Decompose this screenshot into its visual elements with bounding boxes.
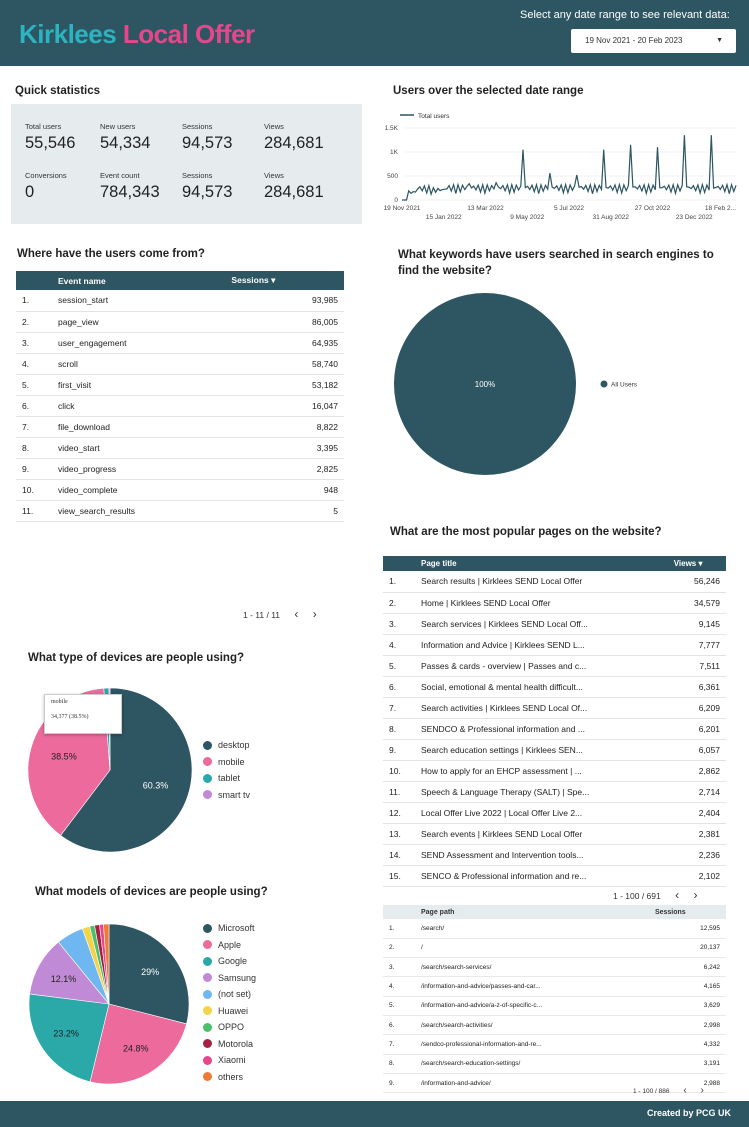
legend-dot: [203, 924, 212, 933]
pie-label: 23.2%: [53, 1028, 79, 1039]
pagination-text: 1 - 100 / 886: [633, 1088, 670, 1095]
table-row[interactable]: [383, 760, 726, 781]
stat-views: [264, 122, 324, 153]
quick-stats-title: Quick statistics: [15, 85, 101, 97]
views-cell: 2,236: [674, 844, 726, 865]
stat-value: 54,334: [100, 134, 151, 152]
row-index: 11.: [383, 781, 421, 802]
table-row[interactable]: [383, 1054, 726, 1073]
sessions-cell: 3,191: [655, 1054, 726, 1073]
row-index: 5.: [383, 655, 421, 676]
table-row[interactable]: [16, 353, 344, 374]
event-name-cell: video_progress: [58, 458, 231, 479]
page-path-cell: /search/search-services/: [421, 958, 655, 977]
footer-bar: [0, 1101, 749, 1127]
table-row[interactable]: [16, 416, 344, 437]
page-title-cell: SENCO & Professional information and re...: [421, 865, 674, 886]
page-path-cell: /information-and-advice/a-z-of-specific-c...: [421, 996, 655, 1015]
table-row[interactable]: [16, 500, 344, 521]
table-header-row: [383, 556, 726, 571]
row-index: 12.: [383, 802, 421, 823]
views-cell: 6,201: [674, 718, 726, 739]
devices-title: What type of devices are people using?: [28, 652, 244, 664]
legend-label: smart tv: [218, 789, 251, 800]
header-page-title[interactable]: Page title: [421, 556, 674, 571]
table-row[interactable]: [383, 592, 726, 613]
row-index: 3.: [383, 958, 421, 977]
legend-label: others: [218, 1071, 244, 1082]
next-page-icon[interactable]: ›: [693, 888, 698, 902]
stat-label: New users: [100, 122, 136, 131]
legend-item[interactable]: [203, 787, 250, 804]
legend-dot: [203, 790, 212, 799]
row-index: 1.: [383, 919, 421, 938]
pagination-text: 1 - 100 / 691: [613, 891, 661, 901]
total-users-series-line: [402, 135, 736, 200]
prev-page-icon[interactable]: ‹: [675, 888, 680, 902]
x-tick-label: 27 Oct 2022: [634, 205, 671, 212]
sessions-cell: 2,998: [655, 1015, 726, 1034]
stat-views-2: [264, 171, 324, 202]
stat-value: 784,343: [100, 183, 160, 201]
page-title-cell: SENDCO & Professional information and ...: [421, 718, 674, 739]
sessions-cell: 3,395: [231, 437, 344, 458]
legend-dot: [203, 774, 212, 783]
x-tick-label: 19 Nov 2021: [383, 205, 421, 212]
page-title-cell: Search events | Kirklees SEND Local Offer: [421, 823, 674, 844]
stat-label: Event count: [100, 171, 140, 180]
page-path-cell: /information-and-advice/passes-and-car...: [421, 977, 655, 996]
legend-label: Apple: [218, 939, 242, 950]
sessions-cell: 3,629: [655, 996, 726, 1015]
row-index: 7.: [16, 416, 58, 437]
date-range-prompt: Select any date range to see relevant data:: [520, 9, 730, 21]
date-range-picker[interactable]: [571, 29, 736, 53]
legend-dot: [203, 973, 212, 982]
views-cell: 6,361: [674, 676, 726, 697]
table-row[interactable]: [16, 311, 344, 332]
legend-item[interactable]: [203, 1019, 256, 1036]
legend-item[interactable]: [203, 986, 256, 1003]
legend-label: Microsoft: [218, 923, 255, 934]
legend-dot: [203, 1006, 212, 1015]
legend-item[interactable]: [203, 937, 256, 954]
row-index: 4.: [383, 977, 421, 996]
views-cell: 7,777: [674, 634, 726, 655]
row-index: 1.: [16, 290, 58, 311]
legend-total-users: Total users: [418, 113, 450, 120]
sessions-cell: 4,165: [655, 977, 726, 996]
legend-dot: [203, 940, 212, 949]
stat-value: 94,573: [182, 183, 233, 201]
table-row[interactable]: [383, 865, 726, 886]
table-row[interactable]: [383, 977, 726, 996]
row-index: 10.: [383, 760, 421, 781]
legend-dot: [203, 1023, 212, 1032]
users-line-chart: [378, 106, 740, 228]
event-name-cell: file_download: [58, 416, 231, 437]
row-index: 6.: [383, 676, 421, 697]
page-title-cell: Information and Advice | Kirklees SEND L...: [421, 634, 674, 655]
row-index: 5.: [383, 996, 421, 1015]
header-bar: [0, 0, 749, 66]
brand-logo: [19, 19, 255, 50]
stat-total-users: [25, 122, 75, 153]
next-page-icon[interactable]: ›: [700, 1085, 704, 1096]
keywords-title: [398, 247, 714, 279]
table-row[interactable]: [383, 676, 726, 697]
stat-event-count: [100, 171, 160, 202]
row-index: 10.: [16, 479, 58, 500]
header-index: [383, 905, 421, 919]
sessions-cell: 58,740: [231, 353, 344, 374]
row-index: 6.: [383, 1015, 421, 1034]
table-row[interactable]: [16, 374, 344, 395]
prev-page-icon[interactable]: ‹: [683, 1085, 687, 1096]
x-tick-label: 23 Dec 2022: [675, 214, 713, 221]
legend-label: Huawei: [218, 1005, 249, 1016]
page-title-cell: Social, emotional & mental health difficult...: [421, 676, 674, 697]
row-index: 2.: [383, 938, 421, 957]
events-pagination: [243, 607, 317, 621]
legend-label: desktop: [218, 740, 250, 751]
sessions-cell: 4,332: [655, 1035, 726, 1054]
table-row[interactable]: [16, 458, 344, 479]
stat-value: 94,573: [182, 134, 233, 152]
stat-sessions: [182, 122, 232, 153]
sessions-cell: 16,047: [231, 395, 344, 416]
stat-value: 55,546: [25, 134, 76, 152]
table-row[interactable]: [383, 802, 726, 823]
row-index: 6.: [16, 395, 58, 416]
tooltip-title: mobile: [51, 699, 68, 705]
table-row[interactable]: [16, 332, 344, 353]
table-row[interactable]: [16, 395, 344, 416]
legend-dot: [203, 741, 212, 750]
brand-name-part2: Local Offer: [122, 19, 255, 49]
page-path-cell: /search/: [421, 919, 655, 938]
row-index: 1.: [383, 571, 421, 592]
legend-label: Xiaomi: [218, 1055, 246, 1066]
row-index: 15.: [383, 865, 421, 886]
sort-desc-icon: ▾: [698, 559, 703, 568]
event-name-cell: user_engagement: [58, 332, 231, 353]
page-title-cell: Local Offer Live 2022 | Local Offer Live 2...: [421, 802, 674, 823]
legend-dot: [203, 990, 212, 999]
sort-desc-icon: ▾: [271, 275, 276, 285]
row-index: 7.: [383, 697, 421, 718]
page-title-cell: Search activities | Kirklees SEND Local Of...: [421, 697, 674, 718]
header-sessions[interactable]: Sessions: [655, 905, 726, 919]
sessions-cell: 8,822: [231, 416, 344, 437]
next-page-icon[interactable]: ›: [312, 607, 317, 621]
views-cell: 9,145: [674, 613, 726, 634]
sessions-cell: 20,137: [655, 938, 726, 957]
page-title-cell: Home | Kirklees SEND Local Offer: [421, 592, 674, 613]
date-range-value: 19 Nov 2021 - 20 Feb 2023: [585, 36, 683, 45]
stat-value: 0: [25, 183, 35, 201]
events-title: Where have the users come from?: [17, 248, 205, 260]
x-tick-label: 9 May 2022: [510, 214, 545, 221]
header-views-label: Views: [673, 559, 697, 568]
header-views[interactable]: [674, 556, 726, 571]
header-event-name[interactable]: Event name: [58, 271, 231, 290]
x-tick-label: 5 Jul 2022: [554, 205, 584, 212]
devices-legend: [203, 737, 250, 803]
page-path-cell: /information-and-advice/: [421, 1073, 655, 1092]
table-row[interactable]: [383, 739, 726, 760]
table-row[interactable]: [383, 718, 726, 739]
event-name-cell: scroll: [58, 353, 231, 374]
legend-item[interactable]: [203, 1069, 256, 1086]
legend-label: Google: [218, 956, 248, 967]
stat-label: Sessions: [182, 122, 213, 131]
table-row[interactable]: [16, 479, 344, 500]
x-tick-label: 18 Feb 2...: [704, 205, 736, 212]
table-header-row: [383, 905, 726, 919]
brand-name-part1: Kirklees: [19, 19, 117, 49]
stat-value: 284,681: [264, 183, 324, 201]
table-row[interactable]: [383, 958, 726, 977]
page-title-cell: Passes & cards - overview | Passes and c...: [421, 655, 674, 676]
legend-all-users: All Users: [611, 381, 638, 389]
views-cell: 2,102: [674, 865, 726, 886]
legend-item[interactable]: [203, 770, 250, 787]
table-row[interactable]: [383, 571, 726, 592]
table-row[interactable]: [16, 290, 344, 311]
row-index: 9.: [383, 1073, 421, 1092]
stat-conversions: [25, 171, 67, 202]
sessions-cell: 948: [231, 479, 344, 500]
page-path-cell: /search/search-activities/: [421, 1015, 655, 1034]
row-index: 8.: [383, 718, 421, 739]
table-row[interactable]: [383, 655, 726, 676]
x-tick-label: 15 Jan 2022: [425, 214, 462, 221]
views-cell: 6,209: [674, 697, 726, 718]
header-index: [383, 556, 421, 571]
legend-item[interactable]: [203, 1003, 256, 1020]
views-cell: 2,714: [674, 781, 726, 802]
views-cell: 34,579: [674, 592, 726, 613]
page-title-cell: SEND Assessment and Intervention tools...: [421, 844, 674, 865]
pie-label: 12.1%: [50, 973, 77, 984]
keywords-title-line1: What keywords have users searched in search engines to: [398, 249, 714, 261]
quick-stats-panel: [11, 104, 362, 224]
sessions-cell: 2,988: [655, 1073, 726, 1092]
y-tick-label: 500: [387, 173, 398, 180]
tooltip-value: 34,377 (38.5%): [51, 714, 89, 720]
page-title-cell: Search education settings | Kirklees SEN...: [421, 739, 674, 760]
table-row[interactable]: [383, 697, 726, 718]
models-legend: [203, 920, 256, 1085]
legend-label: mobile: [218, 756, 245, 767]
views-cell: 7,511: [674, 655, 726, 676]
event-name-cell: video_complete: [58, 479, 231, 500]
views-cell: 56,246: [674, 571, 726, 592]
table-row[interactable]: [383, 781, 726, 802]
row-index: 8.: [16, 437, 58, 458]
legend-item[interactable]: [203, 1052, 256, 1069]
table-row[interactable]: [383, 634, 726, 655]
sessions-cell: 86,005: [231, 311, 344, 332]
pagination-text: 1 - 11 / 11: [243, 610, 281, 620]
events-table: [16, 271, 344, 522]
page-path-cell: /sendco-professional-information-and-re...: [421, 1035, 655, 1054]
row-index: 2.: [383, 592, 421, 613]
legend-label: Samsung: [218, 972, 257, 983]
table-row[interactable]: [383, 613, 726, 634]
row-index: 3.: [16, 332, 58, 353]
table-header-row: [16, 271, 344, 290]
legend-label: (not set): [218, 989, 252, 1000]
legend-item[interactable]: [203, 920, 256, 937]
header-sessions[interactable]: [231, 271, 344, 290]
x-tick-label: 31 Aug 2022: [592, 214, 630, 221]
page-path-cell: /search/search-education-settings/: [421, 1054, 655, 1073]
x-tick-label: 13 Mar 2022: [467, 205, 504, 212]
page-title-cell: Search services | Kirklees SEND Local Off...: [421, 613, 674, 634]
table-row[interactable]: [383, 823, 726, 844]
sessions-cell: 64,935: [231, 332, 344, 353]
stat-value: 284,681: [264, 134, 324, 152]
legend-label: tablet: [218, 773, 241, 784]
chevron-down-icon: ▼: [716, 37, 723, 44]
stat-sessions-2: [182, 171, 232, 202]
keywords-title-line2: find the website?: [398, 265, 492, 277]
legend-dot-all-users: [601, 381, 608, 388]
page-title-cell: Speech & Language Therapy (SALT) | Spe...: [421, 781, 674, 802]
sessions-cell: 5: [231, 500, 344, 521]
footer-credit: Created by PCG UK: [646, 1108, 731, 1118]
y-tick-label: 0: [394, 197, 398, 204]
row-index: 7.: [383, 1035, 421, 1054]
table-row[interactable]: [16, 437, 344, 458]
page-paths-table: [383, 905, 726, 1093]
y-tick-label: 1.5K: [384, 125, 398, 132]
legend-label: Motorola: [218, 1038, 254, 1049]
row-index: 4.: [16, 353, 58, 374]
stat-label: Sessions: [182, 171, 213, 180]
page-title-cell: Search results | Kirklees SEND Local Offer: [421, 571, 674, 592]
table-row[interactable]: [383, 938, 726, 957]
header-sessions-label: Sessions: [231, 275, 269, 285]
stat-new-users: [100, 122, 150, 153]
views-cell: 2,381: [674, 823, 726, 844]
legend-label: OPPO: [218, 1022, 245, 1033]
legend-dot: [203, 757, 212, 766]
event-name-cell: click: [58, 395, 231, 416]
paths-pagination: [633, 1085, 704, 1096]
row-index: 8.: [383, 1054, 421, 1073]
row-index: 5.: [16, 374, 58, 395]
legend-item[interactable]: [203, 970, 256, 987]
header-page-path[interactable]: Page path: [421, 905, 655, 919]
row-index: 4.: [383, 634, 421, 655]
page-title-cell: How to apply for an EHCP assessment | ...: [421, 760, 674, 781]
pages-title: What are the most popular pages on the website?: [390, 526, 662, 538]
table-row[interactable]: [383, 996, 726, 1015]
row-index: 3.: [383, 613, 421, 634]
event-name-cell: session_start: [58, 290, 231, 311]
legend-dot: [203, 1056, 212, 1065]
models-pie-chart: [25, 920, 195, 1090]
stat-label: Views: [264, 171, 284, 180]
views-cell: 6,057: [674, 739, 726, 760]
legend-item[interactable]: [203, 1036, 256, 1053]
legend-dot: [203, 1039, 212, 1048]
row-index: 13.: [383, 823, 421, 844]
table-row[interactable]: [383, 919, 726, 938]
views-cell: 2,404: [674, 802, 726, 823]
event-name-cell: page_view: [58, 311, 231, 332]
legend-item[interactable]: [203, 953, 256, 970]
legend-item[interactable]: [203, 754, 250, 771]
header-index: [16, 271, 58, 290]
pie-label: 60.3%: [142, 780, 169, 791]
views-cell: 2,862: [674, 760, 726, 781]
pages-pagination: [613, 888, 697, 902]
sessions-cell: 12,595: [655, 919, 726, 938]
pie-label: 24.8%: [122, 1043, 149, 1054]
table-row[interactable]: [383, 1035, 726, 1054]
page-path-cell: /: [421, 938, 655, 957]
sessions-cell: 2,825: [231, 458, 344, 479]
sessions-cell: 6,242: [655, 958, 726, 977]
prev-page-icon[interactable]: ‹: [294, 607, 299, 621]
sessions-cell: 53,182: [231, 374, 344, 395]
legend-dot: [203, 1072, 212, 1081]
table-row[interactable]: [383, 844, 726, 865]
users-chart-title: Users over the selected date range: [393, 85, 584, 97]
event-name-cell: first_visit: [58, 374, 231, 395]
stat-label: Conversions: [25, 171, 67, 180]
keywords-pie-chart: [385, 290, 685, 480]
legend-item[interactable]: [203, 737, 250, 754]
row-index: 9.: [383, 739, 421, 760]
sessions-cell: 93,985: [231, 290, 344, 311]
pie-label-all-users: 100%: [474, 380, 496, 389]
models-title: What models of devices are people using?: [35, 886, 268, 898]
pie-label: 38.5%: [51, 751, 77, 762]
event-name-cell: video_start: [58, 437, 231, 458]
pie-label: 29%: [141, 967, 160, 978]
legend-dot: [203, 957, 212, 966]
table-row[interactable]: [383, 1015, 726, 1034]
pie-tooltip: [44, 694, 122, 734]
stat-label: Total users: [25, 122, 62, 131]
y-tick-label: 1K: [390, 149, 398, 156]
stat-label: Views: [264, 122, 284, 131]
pages-table: [383, 556, 726, 887]
event-name-cell: view_search_results: [58, 500, 231, 521]
row-index: 9.: [16, 458, 58, 479]
row-index: 14.: [383, 844, 421, 865]
row-index: 11.: [16, 500, 58, 521]
row-index: 2.: [16, 311, 58, 332]
